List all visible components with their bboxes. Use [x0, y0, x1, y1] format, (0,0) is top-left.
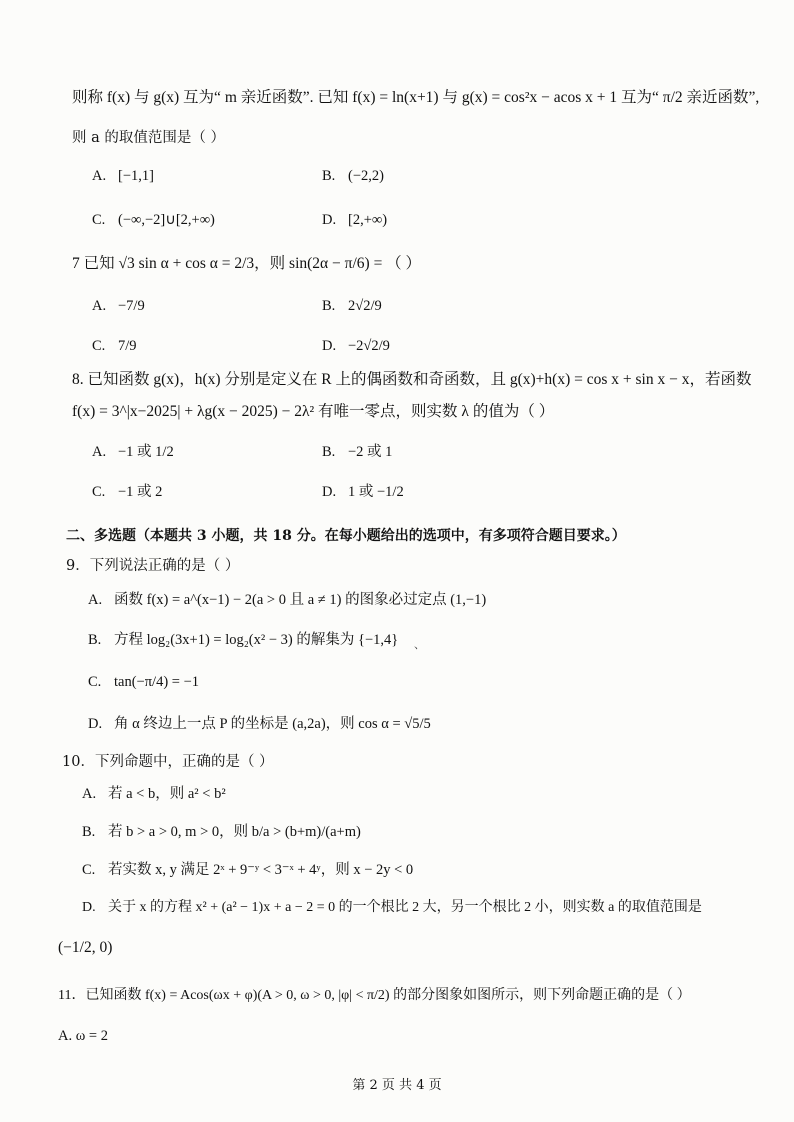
option-letter: A. — [92, 298, 107, 314]
q7-option-a[interactable] — [92, 296, 145, 316]
option-text: 函数 f(x) = a^(x−1) − 2(a > 0 且 a ≠ 1) 的图象必过定点 (1,−1) — [114, 592, 487, 608]
option-text: tan(−π/4) = −1 — [114, 674, 200, 690]
q9-option-a[interactable] — [88, 590, 486, 610]
option-letter: D. — [82, 900, 96, 915]
option-text: (−∞,−2]∪[2,+∞) — [118, 212, 215, 228]
option-text: 2√2/9 — [348, 298, 382, 314]
q6-option-a[interactable] — [92, 166, 154, 186]
option-text: 关于 x 的方程 x² + (a² − 1)x + a − 2 = 0 的一个根比 2 大，另一个根比 2 小，则实数 a 的取值范围是 — [108, 900, 702, 915]
q7-option-d[interactable] — [322, 336, 390, 356]
q9-option-b[interactable] — [88, 630, 398, 650]
q10-stem: 10．下列命题中，正确的是（ ） — [62, 754, 274, 770]
q9-option-d[interactable] — [88, 714, 431, 734]
q6-line1: 则称 f(x) 与 g(x) 互为“ m 亲近函数”. 已知 f(x) = ln(x+1) 与 g(x) = cos²x − acos x + 1 互为“ π/2 亲近函数”, — [72, 89, 760, 106]
option-letter: A. — [92, 444, 107, 460]
stray-mark: 、 — [414, 639, 425, 651]
option-letter: B. — [322, 298, 336, 314]
option-text: (−2,2) — [348, 168, 384, 184]
q8-line1: 8. 已知函数 g(x)，h(x) 分别是定义在 R 上的偶函数和奇函数，且 g(x)+h(x) = cos x + sin x − x，若函数 — [72, 371, 752, 388]
option-text: [2,+∞) — [348, 212, 388, 228]
q8-option-a[interactable] — [92, 442, 174, 462]
option-letter: C. — [92, 484, 106, 500]
option-text: 角 α 终边上一点 P 的坐标是 (a,2a)，则 cos α = √5/5 — [114, 716, 431, 732]
option-text: 1 或 −1/2 — [348, 484, 404, 500]
option-letter: C. — [92, 212, 106, 228]
q6-option-b[interactable] — [322, 166, 384, 186]
q11-stem: 11．已知函数 f(x) = Acos(ωx + φ)(A > 0, ω > 0, |φ| < π/2) 的部分图象如图所示，则下列命题正确的是（ ） — [58, 988, 691, 1003]
q10-option-a[interactable] — [82, 784, 226, 804]
option-letter: A. — [92, 168, 107, 184]
option-letter: C. — [82, 862, 96, 878]
option-text: [−1,1] — [118, 168, 154, 184]
option-letter: D. — [322, 484, 337, 500]
option-text: 方程 log₂(3x+1) = log₂(x² − 3) 的解集为 {−1,4} — [114, 632, 399, 648]
option-letter: D. — [88, 716, 103, 732]
option-text: −7/9 — [118, 298, 145, 314]
option-text: 7/9 — [118, 338, 137, 354]
q7-option-b[interactable] — [322, 296, 382, 316]
q8-option-b[interactable] — [322, 442, 392, 462]
option-text: 若实数 x, y 满足 2ˣ + 9⁻ʸ < 3⁻ˣ + 4ʸ，则 x − 2y < 0 — [108, 862, 414, 878]
option-letter: A. — [88, 592, 103, 608]
option-letter: D. — [322, 338, 337, 354]
q7-option-c[interactable] — [92, 336, 137, 356]
option-letter: A. — [82, 786, 97, 802]
q8-option-c[interactable] — [92, 482, 162, 502]
q6-line2: 则 a 的取值范围是（ ） — [72, 130, 225, 146]
option-letter: B. — [322, 444, 336, 460]
q10-option-d[interactable] — [82, 898, 702, 918]
q11-option-a[interactable]: A. ω = 2 — [58, 1028, 108, 1044]
option-letter: B. — [322, 168, 336, 184]
option-letter: B. — [88, 632, 102, 648]
q6-option-d[interactable] — [322, 210, 387, 230]
option-text: −1 或 1/2 — [118, 444, 174, 460]
option-text: −2 或 1 — [348, 444, 393, 460]
section-title: 二、多选题（本题共 3 小题，共 18 分。在每小题给出的选项中，有多项符合题目要求。） — [66, 528, 626, 544]
option-letter: C. — [92, 338, 106, 354]
option-text: −2√2/9 — [348, 338, 390, 354]
option-text: −1 或 2 — [118, 484, 163, 500]
q10-option-d-range: (−1/2, 0) — [58, 939, 113, 956]
q8-option-d[interactable] — [322, 482, 404, 502]
option-letter: B. — [82, 824, 96, 840]
option-text: 若 b > a > 0, m > 0，则 b/a > (b+m)/(a+m) — [108, 824, 361, 840]
q9-stem: 9．下列说法正确的是（ ） — [66, 558, 240, 574]
option-text: 若 a < b，则 a² < b² — [108, 786, 226, 802]
q10-option-b[interactable] — [82, 822, 361, 842]
page-footer: 第 2 页 共 4 页 — [352, 1078, 442, 1093]
q7-stem: 7 已知 √3 sin α + cos α = 2/3，则 sin(2α − π/6) = （ ） — [72, 255, 422, 272]
option-letter: D. — [322, 212, 337, 228]
option-letter: C. — [88, 674, 102, 690]
q6-option-c[interactable] — [92, 210, 215, 230]
q8-line2: f(x) = 3^|x−2025| + λg(x − 2025) − 2λ² 有唯一零点，则实数 λ 的值为（ ） — [72, 403, 555, 420]
q10-option-c[interactable] — [82, 860, 413, 880]
q9-option-c[interactable] — [88, 672, 199, 692]
